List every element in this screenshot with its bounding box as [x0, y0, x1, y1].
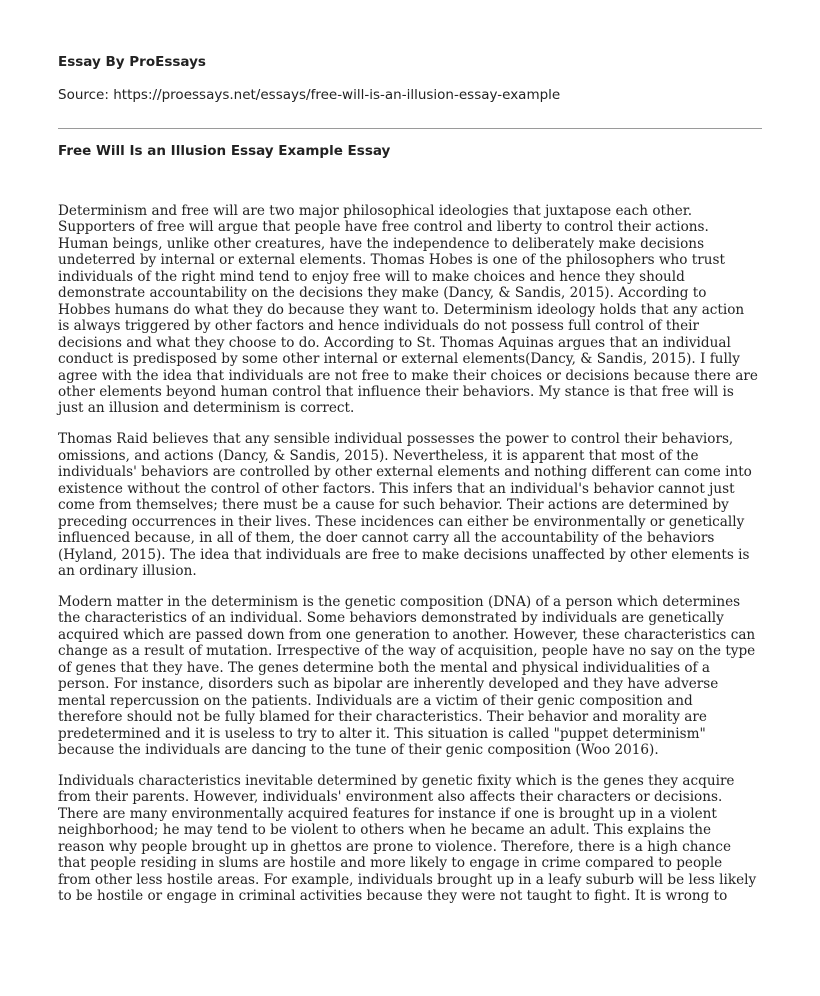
paragraph-line: undeterred by internal or external elements. Thomas Hobes is one of the philosophers who trust: [58, 252, 725, 269]
paragraph-line: come from themselves; there must be a cause for such behavior. Their actions are determined by: [58, 497, 729, 514]
paragraph-line: Modern matter in the determinism is the genetic composition (DNA) of a person which determines: [58, 593, 741, 610]
paragraph-line: conduct is predisposed by some other internal or external elements(Dancy, & Sandis, 2015). I fully: [58, 351, 740, 368]
paragraph-line: just an illusion and determinism is correct.: [58, 400, 355, 417]
paragraph-line: individuals' behaviors are controlled by other external elements and nothing different can come into: [58, 464, 752, 481]
source-link[interactable]: https://proessays.net/essays/free-will-is-an-illusion-essay-example: [113, 87, 561, 103]
essay-paragraph: [58, 431, 770, 579]
paragraph-line: existence without the control of other factors. This infers that an individual's behavior cannot just: [58, 480, 735, 497]
paragraph-line: influenced because, in all of them, the doer cannot carry all the accountability of the behaviors: [58, 530, 715, 547]
paragraph-line: from other less hostile areas. For example, individuals brought up in a leafy suburb will be less likely: [58, 871, 757, 888]
paragraph-line: change as a result of mutation. Irrespective of the way of acquisition, people have no say on the type: [58, 643, 756, 660]
paragraph-line: Hobbes humans do what they do because they want to. Determinism ideology holds that any action: [58, 301, 745, 318]
paragraph-line: person. For instance, disorders such as bipolar are inherently developed and they have adverse: [58, 676, 719, 693]
paragraph-line: Thomas Raid believes that any sensible individual possesses the power to control their behaviors,: [58, 431, 734, 448]
essay-title: Free Will Is an Illusion Essay Example Essay: [58, 143, 391, 159]
paragraph-line: neighborhood; he may tend to be violent to others when he became an adult. This explains the: [58, 822, 712, 839]
paragraph-line: of genes that they have. The genes determine both the mental and physical individualities of a: [58, 659, 711, 676]
essay-paragraph: [58, 773, 770, 905]
paragraph-line: is always triggered by other factors and hence individuals do not possess full control of their: [58, 318, 699, 335]
paragraph-line: predetermined and it is useless to try to alter it. This situation is called "puppet determinism": [58, 725, 706, 742]
essay-body: [58, 203, 770, 919]
paragraph-line: mental repercussion on the patients. Individuals are a victim of their genic composition and: [58, 692, 693, 709]
essay-paragraph: [58, 203, 770, 417]
source-label: Source:: [58, 87, 109, 103]
paragraph-line: other elements beyond human control that influence their behaviors. My stance is that free will is: [58, 383, 734, 400]
paragraph-line: an ordinary illusion.: [58, 563, 197, 580]
paragraph-line: omissions, and actions (Dancy, & Sandis, 2015). Nevertheless, it is apparent that most of the: [58, 447, 699, 464]
paragraph-line: because the individuals are dancing to the tune of their genic composition (Woo 2016).: [58, 742, 659, 759]
paragraph-line: Determinism and free will are two major philosophical ideologies that juxtapose each other.: [58, 203, 693, 219]
paragraph-line: the characteristics of an individual. Some behaviors demonstrated by individuals are genetically: [58, 610, 724, 627]
paragraph-line: to be hostile or engage in criminal activities because they were not taught to fight. It is wrong to: [58, 888, 728, 905]
source-line: [58, 86, 560, 104]
paragraph-line: Individuals characteristics inevitable determined by genetic fixity which is the genes they acquire: [58, 773, 735, 789]
paragraph-line: Human beings, unlike other creatures, have the independence to deliberately make decisions: [58, 235, 705, 252]
paragraph-line: acquired which are passed down from one generation to another. However, these characteristics can: [58, 626, 756, 643]
paragraph-line: There are many environmentally acquired features for instance if one is brought up in a violent: [58, 805, 717, 822]
paragraph-line: agree with the idea that individuals are not free to make their choices or decisions because there are: [58, 367, 758, 384]
paragraph-line: Supporters of free will argue that people have free control and liberty to control their actions.: [58, 219, 709, 236]
paragraph-line: reason why people brought up in ghettos are prone to violence. Therefore, there is a high chance: [58, 838, 731, 855]
paragraph-line: individuals of the right mind tend to enjoy free will to make choices and hence they should: [58, 268, 685, 285]
header-divider: [58, 128, 762, 129]
paragraph-line: therefore should not be fully blamed for their characteristics. Their behavior and morality are: [58, 709, 707, 726]
paragraph-line: that people residing in slums are hostile and more likely to engage in crime compared to people: [58, 855, 723, 872]
essay-paragraph: [58, 594, 770, 759]
paragraph-line: (Hyland, 2015). The idea that individuals are free to make decisions unaffected by other elements is: [58, 546, 750, 563]
paragraph-line: preceding occurrences in their lives. These incidences can either be environmentally or genetically: [58, 513, 745, 530]
paragraph-line: decisions and what they choose to do. According to St. Thomas Aquinas argues that an individual: [58, 334, 731, 351]
publisher-title: Essay By ProEssays: [58, 54, 206, 70]
paragraph-line: from their parents. However, individuals' environment also affects their characters or decisions.: [58, 789, 723, 806]
paragraph-line: demonstrate accountability on the decisions they make (Dancy, & Sandis, 2015). According to: [58, 285, 707, 302]
